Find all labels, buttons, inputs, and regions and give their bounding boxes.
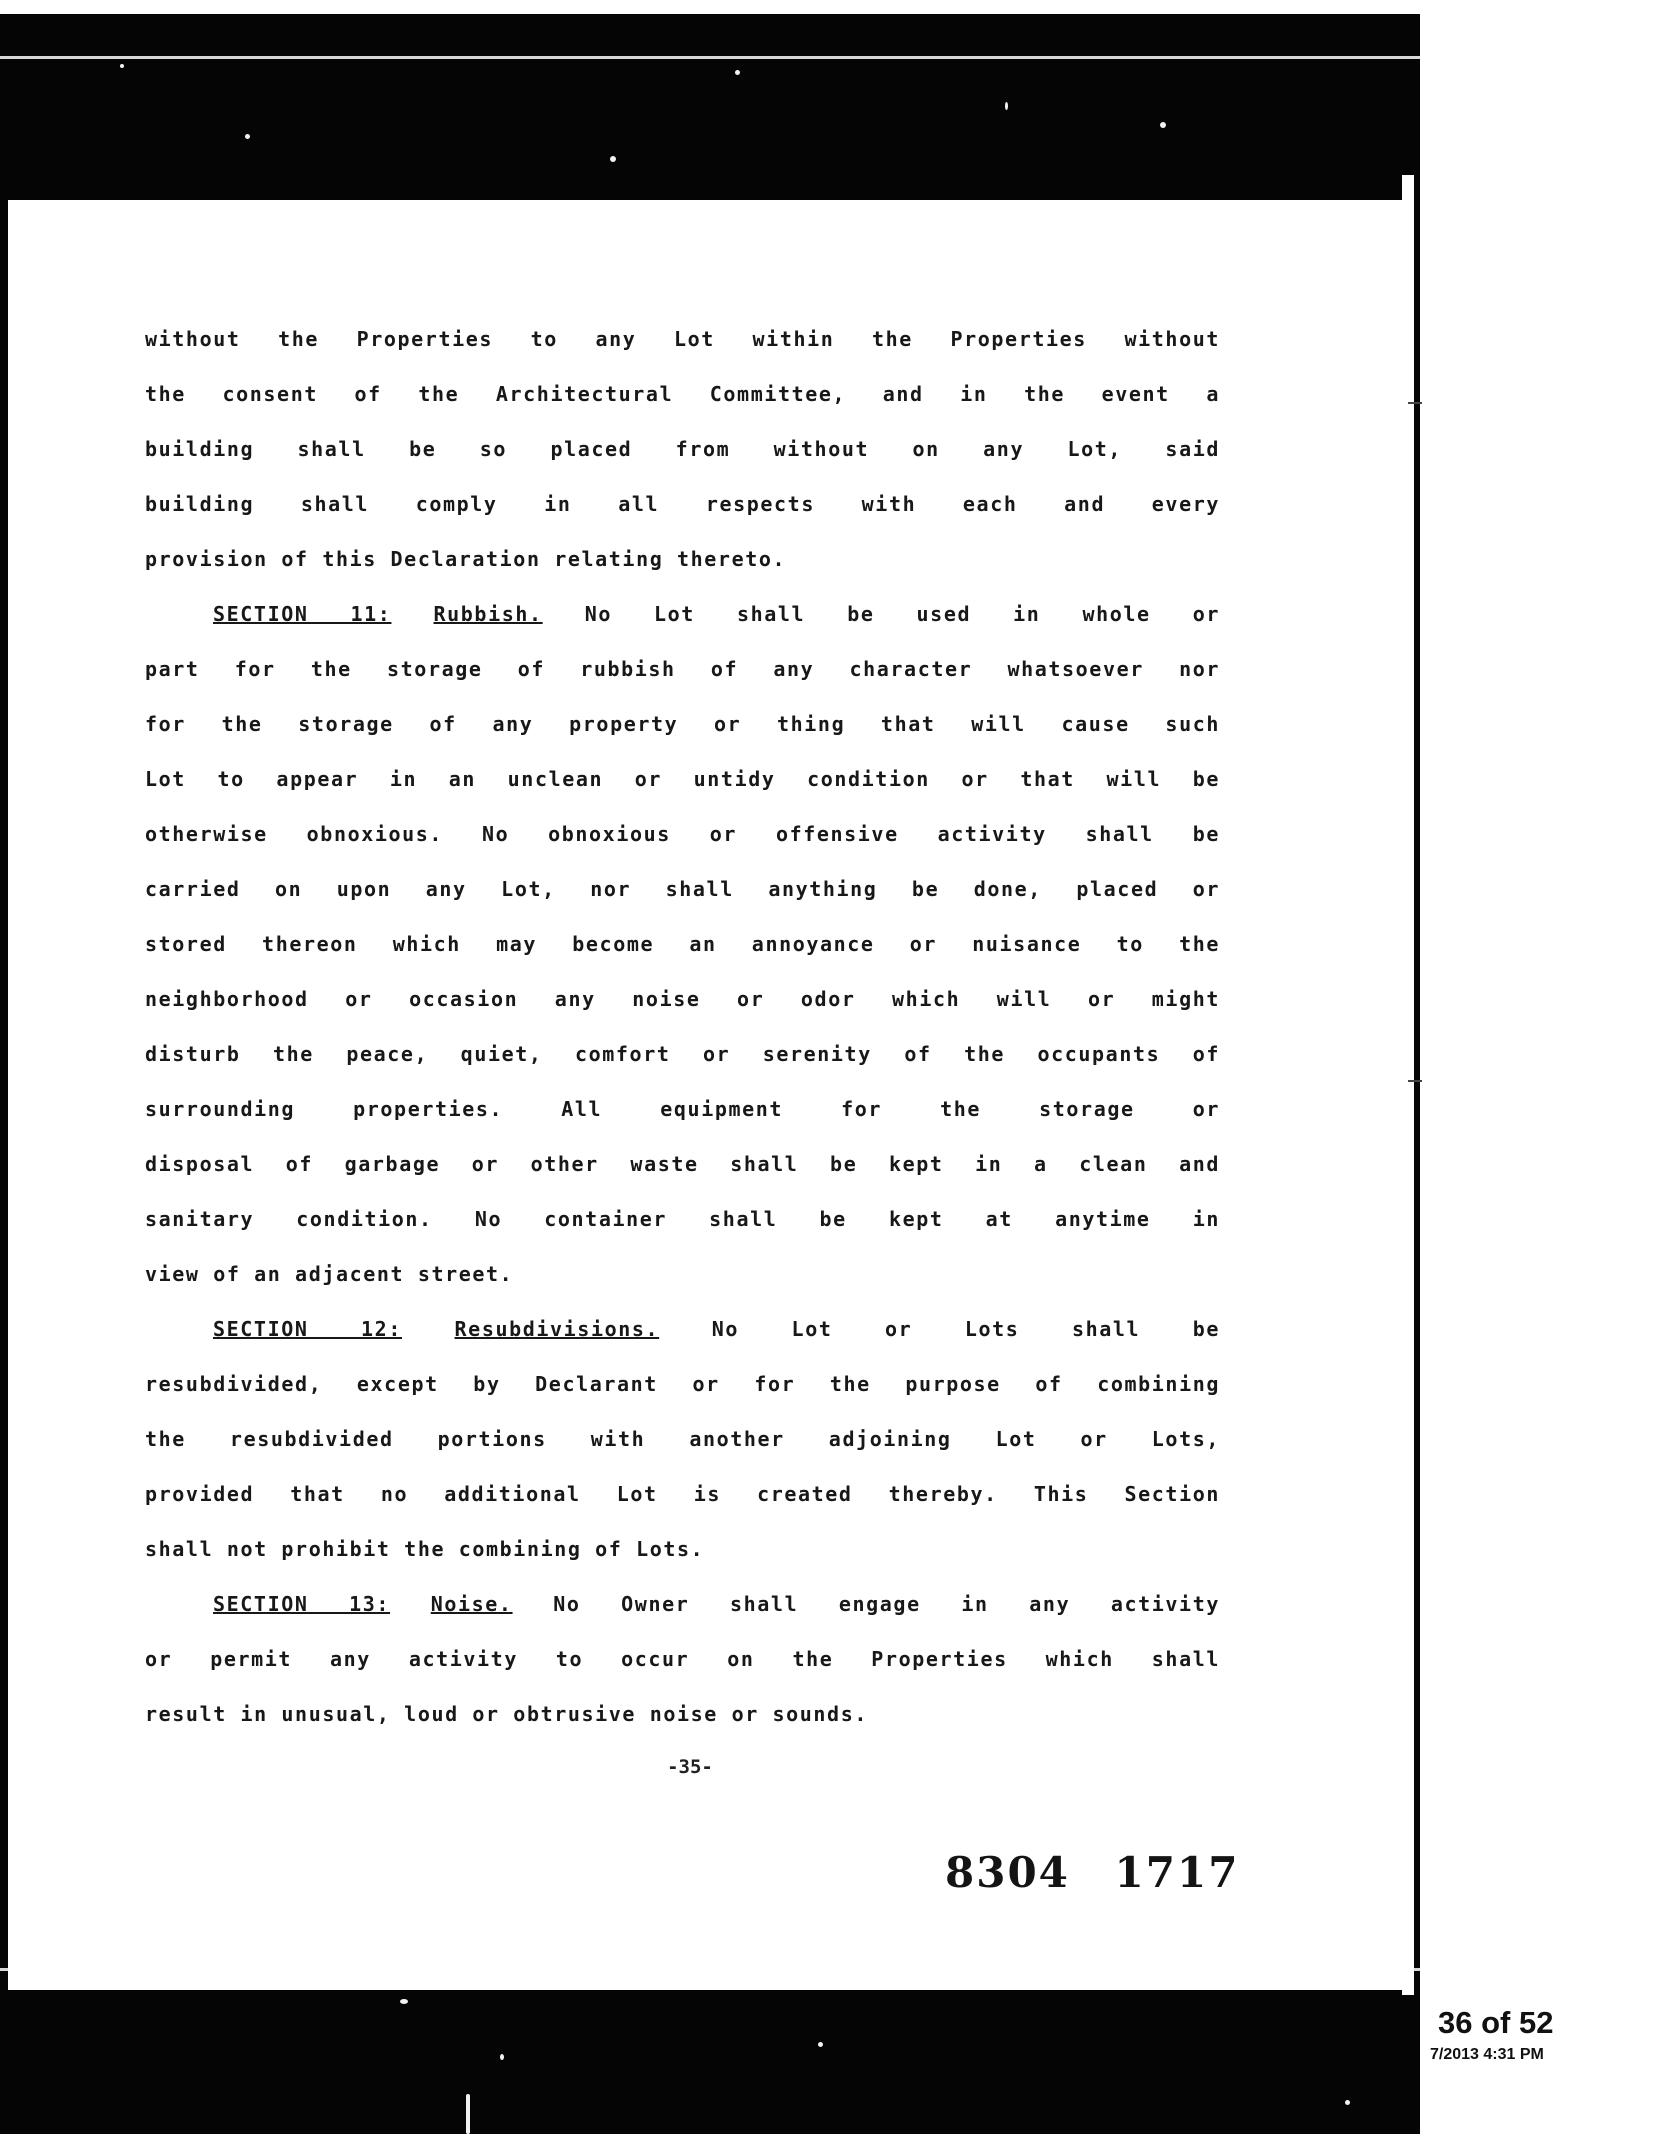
print-timestamp: 7/2013 4:31 PM — [1430, 2046, 1544, 2063]
page-number: -35- — [667, 1756, 713, 1778]
line-text: No Owner shall engage in any activity — [553, 1592, 1220, 1616]
line-text: the resubdivided portions with another adjoining Lot or Lots, — [145, 1427, 1220, 1451]
line-text: otherwise obnoxious. No obnoxious or offensive activity shall be — [145, 822, 1220, 846]
line-text: shall not prohibit the combining of Lots. — [145, 1537, 705, 1561]
line-text: sanitary condition. No container shall be kept at anytime in — [145, 1207, 1220, 1231]
line-text: part for the storage of rubbish of any character whatsoever nor — [145, 657, 1220, 681]
text-line — [145, 862, 1220, 917]
section-number: SECTION 13: — [213, 1592, 391, 1616]
text-line — [145, 367, 1220, 422]
book-page-stamp: 8304 1717 — [945, 1848, 1240, 1897]
line-text: result in unusual, loud or obtrusive noise or sounds. — [145, 1702, 868, 1726]
line-text: for the storage of any property or thing that will cause such — [145, 712, 1220, 736]
text-line — [145, 1027, 1220, 1082]
text-line — [145, 532, 1220, 587]
line-text: building shall comply in all respects with each and every — [145, 492, 1220, 516]
section-title: Resubdivisions. — [454, 1317, 660, 1341]
line-text: stored thereon which may become an annoyance or nuisance to the — [145, 932, 1220, 956]
line-text: carried on upon any Lot, nor shall anything be done, placed or — [145, 877, 1220, 901]
scan-speck — [245, 134, 250, 139]
section-heading-line — [145, 1577, 1220, 1632]
scan-speck — [466, 2094, 470, 2134]
section-heading-line — [145, 587, 1220, 642]
text-line — [145, 807, 1220, 862]
line-text: surrounding properties. All equipment for the storage or — [145, 1097, 1220, 1121]
text-line — [145, 477, 1220, 532]
text-line — [145, 1467, 1220, 1522]
text-line — [145, 422, 1220, 477]
text-line — [145, 1082, 1220, 1137]
scan-speck — [818, 2042, 823, 2047]
text-line — [145, 1632, 1220, 1687]
text-line — [145, 1357, 1220, 1412]
text-line — [145, 972, 1220, 1027]
scan-speck — [500, 2054, 504, 2060]
scan-speck — [1345, 2100, 1350, 2105]
text-line — [145, 917, 1220, 972]
scan-mark — [1408, 1080, 1422, 1082]
line-text: Lot to appear in an unclean or untidy condition or that will be — [145, 767, 1220, 791]
section-number: SECTION 12: — [213, 1317, 402, 1341]
line-text: disposal of garbage or other waste shall be kept in a clean and — [145, 1152, 1220, 1176]
text-line — [145, 1522, 1220, 1577]
line-text: or permit any activity to occur on the Properties which shall — [145, 1647, 1220, 1671]
text-line — [145, 1687, 1220, 1742]
page-edge — [1402, 175, 1414, 1995]
scan-speck — [1005, 102, 1008, 110]
scan-line — [0, 56, 1420, 59]
section-number: SECTION 11: — [213, 602, 392, 626]
section-title: Noise. — [430, 1592, 513, 1616]
line-text: view of an adjacent street. — [145, 1262, 514, 1286]
scan-speck — [1160, 122, 1166, 128]
line-text: provided that no additional Lot is created thereby. This Section — [145, 1482, 1220, 1506]
line-text: No Lot shall be used in whole or — [584, 602, 1220, 626]
text-line — [145, 697, 1220, 752]
line-text: building shall be so placed from without on any Lot, said — [145, 437, 1220, 461]
scan-speck — [400, 1999, 408, 2004]
line-text: disturb the peace, quiet, comfort or serenity of the occupants of — [145, 1042, 1220, 1066]
line-text: provision of this Declaration relating thereto. — [145, 547, 787, 571]
page-counter: 36 of 52 — [1438, 2005, 1554, 2040]
scan-speck — [735, 70, 740, 75]
text-line — [145, 1192, 1220, 1247]
text-line — [145, 752, 1220, 807]
scan-speck — [120, 64, 124, 68]
text-line — [145, 312, 1220, 367]
scan-mark — [1408, 402, 1422, 404]
document-body — [145, 312, 1220, 1742]
text-line — [145, 642, 1220, 697]
text-line — [145, 1247, 1220, 1302]
text-line — [145, 1137, 1220, 1192]
line-text: No Lot or Lots shall be — [711, 1317, 1220, 1341]
line-text: the consent of the Architectural Committee, and in the event a — [145, 382, 1220, 406]
scan-speck — [610, 156, 616, 162]
section-title: Rubbish. — [433, 602, 543, 626]
text-line — [145, 1412, 1220, 1467]
line-text: without the Properties to any Lot within the Properties without — [145, 327, 1220, 351]
section-heading-line — [145, 1302, 1220, 1357]
line-text: neighborhood or occasion any noise or odor which will or might — [145, 987, 1220, 1011]
line-text: resubdivided, except by Declarant or for the purpose of combining — [145, 1372, 1220, 1396]
